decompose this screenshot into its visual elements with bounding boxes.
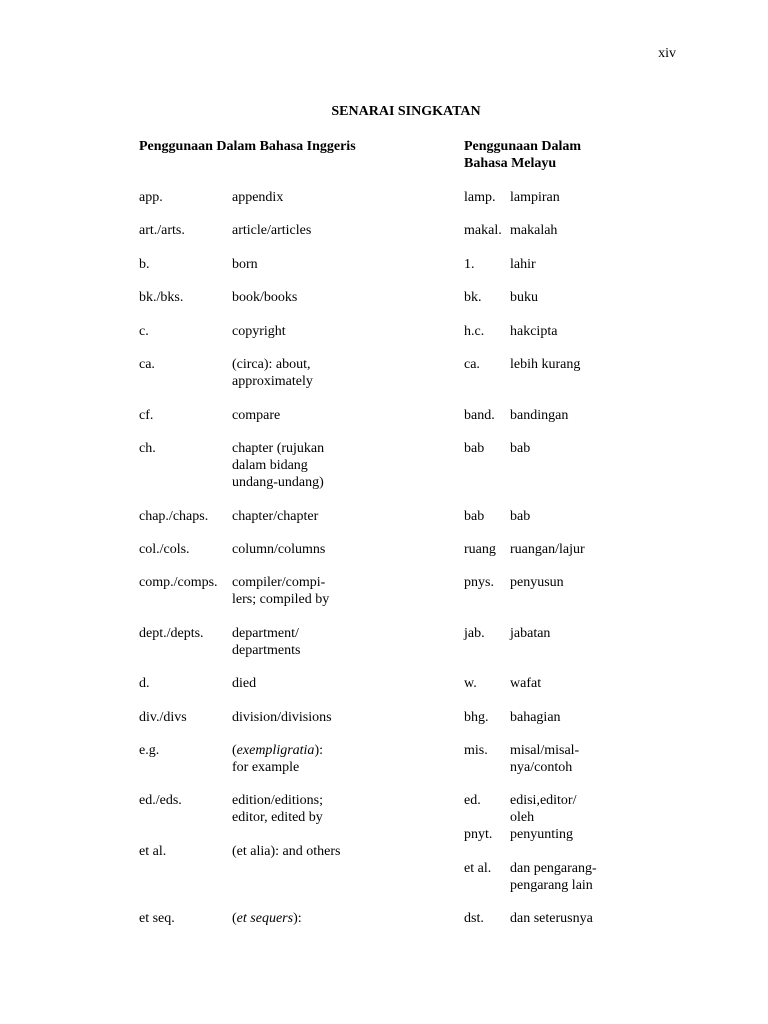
malay-column-heading-line-1: Penggunaan Dalam xyxy=(464,139,582,154)
english-abbreviation: bk./bks. xyxy=(139,290,184,305)
malay-meaning: lampiran xyxy=(510,190,560,205)
english-abbreviation: c. xyxy=(139,324,149,339)
malay-meaning: wafat xyxy=(510,676,542,691)
latin-term: exempligratia xyxy=(236,743,315,758)
english-abbreviation: ed./eds. xyxy=(139,793,182,808)
english-abbreviation: div./divs xyxy=(139,710,187,725)
latin-term: et sequers xyxy=(236,911,294,926)
malay-abbreviation: ruang xyxy=(464,542,496,557)
english-abbreviation: b. xyxy=(139,257,150,272)
english-meaning: died xyxy=(232,676,257,691)
english-meaning: for example xyxy=(232,760,300,775)
malay-abbreviation: pnys. xyxy=(464,575,494,590)
malay-abbreviation: bhg. xyxy=(464,710,489,725)
malay-abbreviation: w. xyxy=(464,676,477,691)
english-abbreviation: chap./chaps. xyxy=(139,509,209,524)
english-meaning: chapter/chapter xyxy=(232,509,319,524)
english-meaning: (et alia): and others xyxy=(232,844,341,859)
meaning-suffix: ): xyxy=(293,911,302,926)
english-meaning: departments xyxy=(232,643,301,658)
english-meaning: division/divisions xyxy=(232,710,332,725)
malay-abbreviation: ed. xyxy=(464,793,481,808)
english-meaning: (circa): about, xyxy=(232,357,311,372)
malay-abbreviation: 1. xyxy=(464,257,475,272)
malay-meaning: oleh xyxy=(510,810,535,825)
english-meaning: approximately xyxy=(232,374,313,389)
malay-abbreviation: pnyt. xyxy=(464,827,493,842)
malay-meaning: hakcipta xyxy=(510,324,558,339)
english-meaning: born xyxy=(232,257,258,272)
malay-meaning: bahagian xyxy=(510,710,561,725)
english-meaning: copyright xyxy=(232,324,286,339)
english-meaning: column/columns xyxy=(232,542,326,557)
english-meaning xyxy=(232,910,302,927)
malay-meaning: buku xyxy=(510,290,538,305)
meaning-suffix: ): xyxy=(314,743,323,758)
english-meaning: dalam bidang xyxy=(232,458,308,473)
malay-abbreviation: h.c. xyxy=(464,324,485,339)
malay-abbreviation: bk. xyxy=(464,290,482,305)
english-meaning: editor, edited by xyxy=(232,810,323,825)
malay-abbreviation: band. xyxy=(464,408,495,423)
english-meaning xyxy=(232,742,323,759)
malay-abbreviation: bab xyxy=(464,509,485,524)
english-abbreviation: art./arts. xyxy=(139,223,185,238)
malay-abbreviation: ca. xyxy=(464,357,480,372)
meaning-prefix: ( xyxy=(232,743,237,758)
malay-meaning: bandingan xyxy=(510,408,569,423)
page-number: xiv xyxy=(658,46,676,61)
malay-meaning: bab xyxy=(510,441,531,456)
english-meaning: compiler/compi- xyxy=(232,575,326,590)
meaning-prefix: ( xyxy=(232,911,237,926)
malay-abbreviation: et al. xyxy=(464,861,492,876)
english-meaning: book/books xyxy=(232,290,298,305)
malay-meaning: bab xyxy=(510,509,531,524)
english-abbreviation: dept./depts. xyxy=(139,626,204,641)
malay-meaning: dan seterusnya xyxy=(510,911,593,926)
malay-abbreviation: dst. xyxy=(464,911,484,926)
english-meaning: appendix xyxy=(232,190,284,205)
malay-meaning: pengarang lain xyxy=(510,878,593,893)
english-abbreviation: col./cols. xyxy=(139,542,190,557)
malay-meaning: misal/misal- xyxy=(510,743,580,758)
malay-meaning: makalah xyxy=(510,223,558,238)
english-abbreviation: ch. xyxy=(139,441,156,456)
malay-meaning: nya/contoh xyxy=(510,760,573,775)
english-meaning: chapter (rujukan xyxy=(232,441,325,456)
malay-meaning: lahir xyxy=(510,257,536,272)
english-abbreviation: et al. xyxy=(139,844,167,859)
english-column-heading: Penggunaan Dalam Bahasa Inggeris xyxy=(139,139,356,154)
malay-meaning: penyunting xyxy=(510,827,573,842)
english-meaning: compare xyxy=(232,408,281,423)
english-abbreviation: ca. xyxy=(139,357,155,372)
malay-meaning: penyusun xyxy=(510,575,564,590)
english-meaning: department/ xyxy=(232,626,299,641)
malay-meaning: edisi,editor/ xyxy=(510,793,577,808)
english-abbreviation: cf. xyxy=(139,408,154,423)
malay-meaning: ruangan/lajur xyxy=(510,542,585,557)
english-abbreviation: e.g. xyxy=(139,743,160,758)
malay-abbreviation: bab xyxy=(464,441,485,456)
malay-abbreviation: lamp. xyxy=(464,190,496,205)
english-abbreviation: d. xyxy=(139,676,150,691)
malay-meaning: lebih kurang xyxy=(510,357,581,372)
malay-column-heading-line-2: Bahasa Melayu xyxy=(464,156,557,171)
english-meaning: lers; compiled by xyxy=(232,592,330,607)
english-abbreviation: comp./comps. xyxy=(139,575,218,590)
malay-meaning: jabatan xyxy=(510,626,551,641)
page-title: SENARAI SINGKATAN xyxy=(331,104,481,119)
malay-abbreviation: mis. xyxy=(464,743,488,758)
english-meaning: undang-undang) xyxy=(232,475,324,490)
malay-meaning: dan pengarang- xyxy=(510,861,597,876)
english-meaning: edition/editions; xyxy=(232,793,323,808)
english-abbreviation: et seq. xyxy=(139,911,175,926)
malay-abbreviation: jab. xyxy=(464,626,485,641)
malay-abbreviation: makal. xyxy=(464,223,502,238)
english-meaning: article/articles xyxy=(232,223,312,238)
english-abbreviation: app. xyxy=(139,190,163,205)
